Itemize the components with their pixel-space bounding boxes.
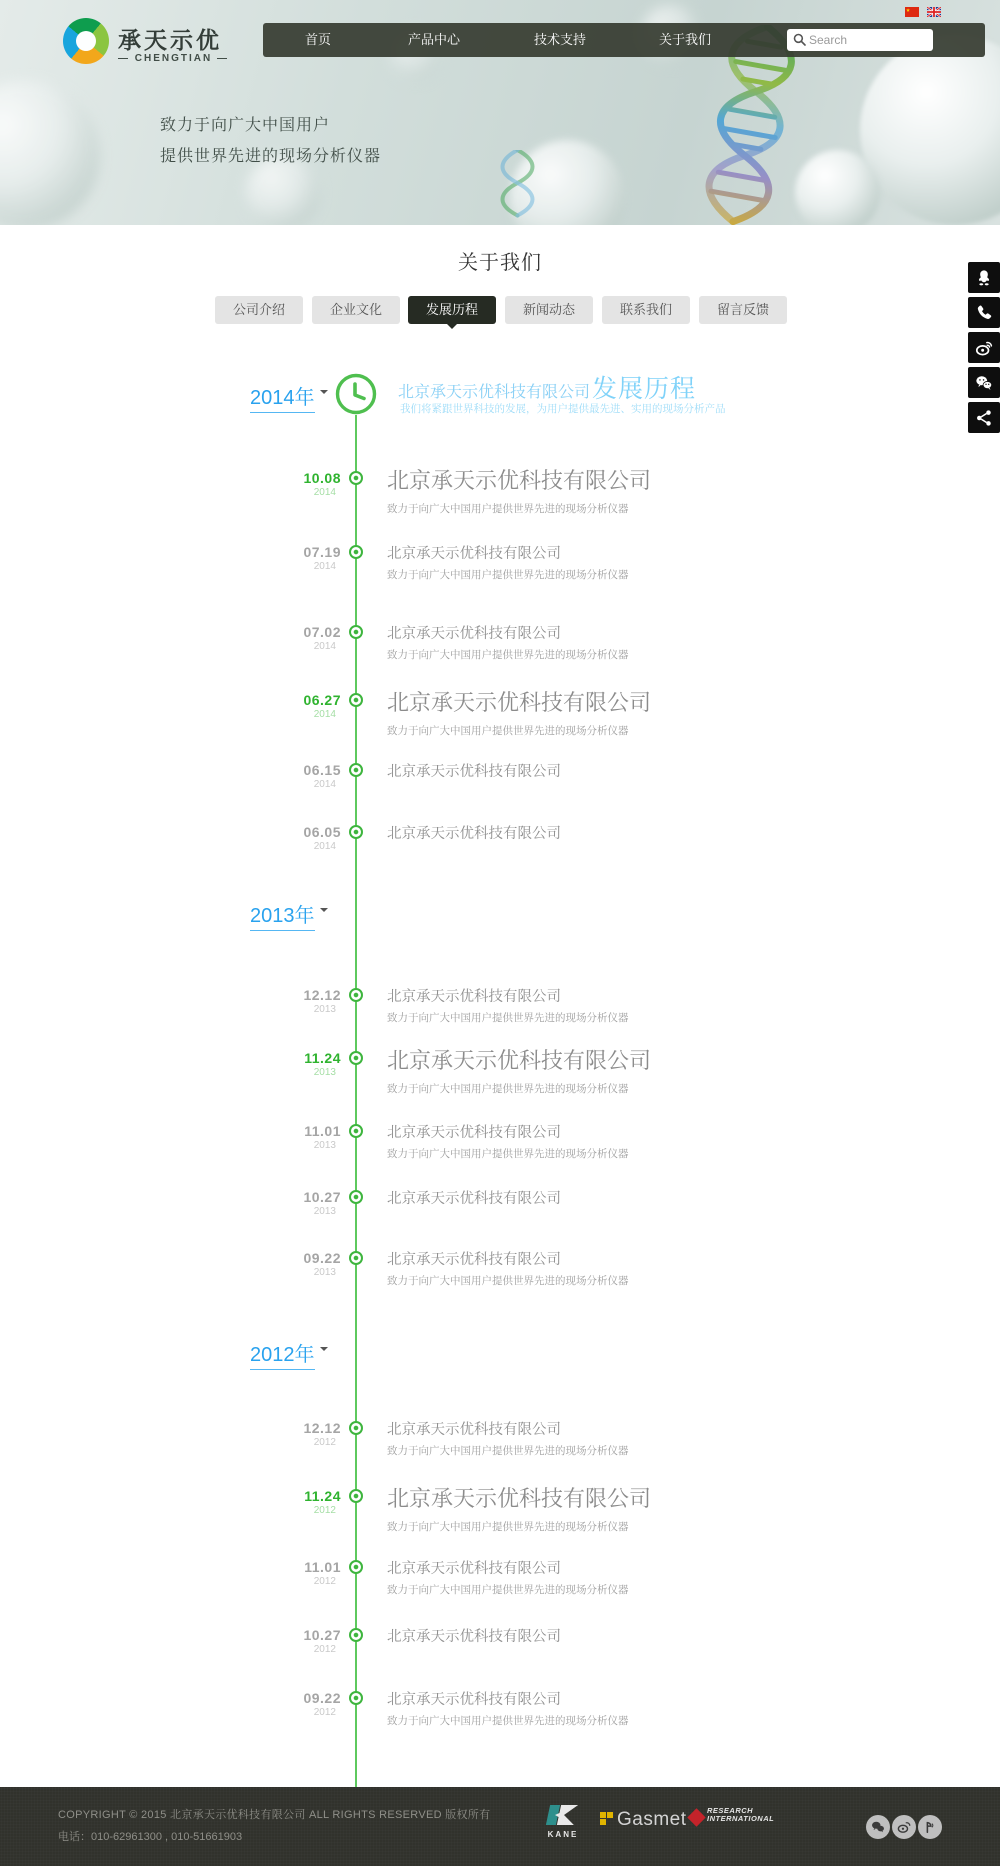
weibo-icon xyxy=(975,339,993,357)
timeline-node-icon xyxy=(349,471,363,485)
entry-date: 06.27 xyxy=(303,692,341,708)
tab-development[interactable]: 发展历程 xyxy=(408,296,496,324)
hero-line2: 提供世界先进的现场分析仪器 xyxy=(160,148,382,165)
qq-icon xyxy=(975,269,993,287)
timeline-node-icon xyxy=(349,988,363,1002)
entry-year: 2014 xyxy=(313,641,336,652)
entry-title[interactable]: 北京承天示优科技有限公司 xyxy=(387,826,561,842)
wechat-icon xyxy=(975,374,993,392)
research-logo-icon xyxy=(687,1808,705,1826)
entry-date: 09.22 xyxy=(303,1690,341,1706)
entry-title[interactable]: 北京承天示优科技有限公司 xyxy=(387,989,561,1005)
hero-banner xyxy=(0,0,1000,225)
entry-date: 11.24 xyxy=(304,1050,341,1066)
entry-date: 12.12 xyxy=(303,1420,341,1436)
footer xyxy=(0,1787,1000,1866)
timeline-node-icon xyxy=(349,693,363,707)
search-box xyxy=(787,29,933,51)
brand-latin: — CHENGTIAN — xyxy=(118,53,229,64)
entry-date: 10.08 xyxy=(303,470,341,486)
entry-year: 2014 xyxy=(313,561,336,572)
entry-subtitle: 致力于向广大中国用户提供世界先进的现场分析仪器 xyxy=(387,1275,629,1287)
main-nav xyxy=(263,23,985,57)
entry-subtitle: 致力于向广大中国用户提供世界先进的现场分析仪器 xyxy=(387,1012,629,1024)
partner-logo-research-international[interactable] xyxy=(690,1807,774,1823)
share-icon xyxy=(975,409,993,427)
entry-title[interactable]: 北京承天示优科技有限公司 xyxy=(387,468,652,493)
entry-title[interactable]: 北京承天示优科技有限公司 xyxy=(387,1048,652,1073)
tab-culture[interactable]: 企业文化 xyxy=(312,296,400,324)
entry-title[interactable]: 北京承天示优科技有限公司 xyxy=(387,1191,561,1207)
wechat-icon xyxy=(871,1820,885,1834)
weibo-icon xyxy=(897,1820,911,1834)
timeline-node-icon xyxy=(349,625,363,639)
entry-year: 2012 xyxy=(313,1505,336,1516)
entry-subtitle: 致力于向广大中国用户提供世界先进的现场分析仪器 xyxy=(387,1521,629,1533)
wechat-button[interactable] xyxy=(968,367,1000,398)
hero-text xyxy=(160,110,381,172)
caret-down-icon xyxy=(320,1347,328,1355)
entry-year: 2013 xyxy=(313,1267,336,1278)
footer-phone: 电话：010-62961300 , 010-51661903 xyxy=(58,1831,243,1843)
entry-title[interactable]: 北京承天示优科技有限公司 xyxy=(387,1486,652,1511)
entry-subtitle: 致力于向广大中国用户提供世界先进的现场分析仪器 xyxy=(387,1445,629,1457)
search-input[interactable] xyxy=(809,29,929,51)
kane-logo-icon xyxy=(546,1803,580,1827)
uk-flag-icon[interactable] xyxy=(927,7,941,17)
development-tagline: 我们将紧跟世界科技的发展，为用户提供最先进、实用的现场分析产品 xyxy=(400,403,726,415)
development-company: 北京承天示优科技有限公司 xyxy=(398,384,591,401)
partner-logo-gasmet[interactable] xyxy=(600,1809,687,1831)
entry-year: 2014 xyxy=(313,487,336,498)
development-heading xyxy=(398,369,696,405)
entry-date: 11.24 xyxy=(304,1488,341,1504)
brand-logo[interactable] xyxy=(63,16,233,68)
entry-year: 2014 xyxy=(313,709,336,720)
timeline-node-icon xyxy=(349,763,363,777)
entry-subtitle: 致力于向广大中国用户提供世界先进的现场分析仪器 xyxy=(387,1083,629,1095)
year-label: 2014年 xyxy=(250,387,315,409)
timeline-node-icon xyxy=(349,1124,363,1138)
footer-copyright: COPYRIGHT © 2015 北京承天示优科技有限公司 ALL RIGHTS RESERVED 版权所有 xyxy=(58,1809,491,1821)
footer-weibo-button[interactable] xyxy=(892,1815,916,1839)
nav-item-support[interactable]: 技术支持 xyxy=(533,32,586,47)
timeline-node-icon xyxy=(349,1628,363,1642)
entry-year: 2012 xyxy=(313,1707,336,1718)
entry-subtitle: 致力于向广大中国用户提供世界先进的现场分析仪器 xyxy=(387,503,629,515)
timeline-node-icon xyxy=(349,1190,363,1204)
timeline-node-icon xyxy=(349,1251,363,1265)
research-logo-line2: INTERNATIONAL xyxy=(707,1814,775,1823)
timeline-node-icon xyxy=(349,545,363,559)
entry-year: 2012 xyxy=(313,1644,336,1655)
clock-icon xyxy=(335,373,377,415)
timeline-node-icon xyxy=(349,1489,363,1503)
entry-title[interactable]: 北京承天示优科技有限公司 xyxy=(387,1692,561,1708)
nav-item-home[interactable]: 首页 xyxy=(304,32,331,47)
entry-title[interactable]: 北京承天示优科技有限公司 xyxy=(387,546,561,562)
entry-date: 06.15 xyxy=(303,762,341,778)
footer-wechat-button[interactable] xyxy=(866,1815,890,1839)
entry-subtitle: 致力于向广大中国用户提供世界先进的现场分析仪器 xyxy=(387,1715,629,1727)
weibo-button[interactable] xyxy=(968,332,1000,363)
brand-name: 承天示优 xyxy=(118,27,222,53)
footer-broadcast-button[interactable] xyxy=(918,1815,942,1839)
timeline-node-icon xyxy=(349,1051,363,1065)
timeline-node-icon xyxy=(349,1691,363,1705)
entry-date: 12.12 xyxy=(303,987,341,1003)
dna-helix-decoration-small xyxy=(470,150,565,225)
brand-logo-icon xyxy=(63,18,109,64)
entry-title[interactable]: 北京承天示优科技有限公司 xyxy=(387,626,561,642)
caret-down-icon xyxy=(320,390,328,398)
qq-button[interactable] xyxy=(968,262,1000,293)
entry-date: 10.27 xyxy=(303,1189,341,1205)
year-label: 2012年 xyxy=(250,1344,315,1366)
entry-title[interactable]: 北京承天示优科技有限公司 xyxy=(387,1252,561,1268)
search-icon xyxy=(793,33,806,46)
phone-button[interactable] xyxy=(968,297,1000,328)
entry-subtitle: 致力于向广大中国用户提供世界先进的现场分析仪器 xyxy=(387,1584,629,1596)
entry-date: 07.02 xyxy=(303,624,341,640)
china-flag-icon[interactable] xyxy=(905,7,919,17)
entry-year: 2014 xyxy=(313,779,336,790)
entry-date: 07.19 xyxy=(303,544,341,560)
gasmet-logo-icon xyxy=(600,1812,613,1825)
entry-title[interactable]: 北京承天示优科技有限公司 xyxy=(387,1561,561,1577)
hero-line1: 致力于向广大中国用户 xyxy=(160,117,331,134)
tab-news[interactable]: 新闻动态 xyxy=(505,296,593,324)
year-label: 2013年 xyxy=(250,905,315,927)
phone-icon xyxy=(975,304,993,322)
entry-title[interactable]: 北京承天示优科技有限公司 xyxy=(387,764,561,780)
entry-title[interactable]: 北京承天示优科技有限公司 xyxy=(387,690,652,715)
partner-logo-kane[interactable] xyxy=(545,1803,581,1839)
entry-year: 2012 xyxy=(313,1437,336,1448)
kane-logo-text: KANE xyxy=(547,1830,579,1839)
nav-item-products[interactable]: 产品中心 xyxy=(407,32,460,47)
broadcast-icon xyxy=(923,1820,937,1834)
entry-date: 11.01 xyxy=(304,1123,341,1139)
timeline-node-icon xyxy=(349,1421,363,1435)
entry-subtitle: 致力于向广大中国用户提供世界先进的现场分析仪器 xyxy=(387,649,629,661)
entry-year: 2013 xyxy=(313,1004,336,1015)
gasmet-logo-text: Gasmet xyxy=(617,1809,687,1830)
entry-year: 2014 xyxy=(313,841,336,852)
entry-year: 2012 xyxy=(313,1576,336,1587)
entry-year: 2013 xyxy=(313,1140,336,1151)
entry-year: 2013 xyxy=(313,1206,336,1217)
year-link-2014[interactable] xyxy=(250,381,315,413)
timeline-node-icon xyxy=(349,825,363,839)
research-logo-line1: RESEARCH xyxy=(707,1806,754,1815)
entry-subtitle: 致力于向广大中国用户提供世界先进的现场分析仪器 xyxy=(387,725,629,737)
development-headline: 发展历程 xyxy=(592,375,697,403)
entry-date: 06.05 xyxy=(303,824,341,840)
entry-title[interactable]: 北京承天示优科技有限公司 xyxy=(387,1125,561,1141)
entry-year: 2013 xyxy=(313,1067,336,1078)
timeline-line xyxy=(355,414,357,1787)
year-link-2013[interactable] xyxy=(250,899,315,931)
tab-company-intro[interactable]: 公司介绍 xyxy=(215,296,303,324)
share-button[interactable] xyxy=(968,402,1000,433)
tab-contact[interactable]: 联系我们 xyxy=(602,296,690,324)
entry-subtitle: 致力于向广大中国用户提供世界先进的现场分析仪器 xyxy=(387,1148,629,1160)
timeline-node-icon xyxy=(349,1560,363,1574)
entry-title[interactable]: 北京承天示优科技有限公司 xyxy=(387,1422,561,1438)
year-link-2012[interactable] xyxy=(250,1338,315,1370)
entry-subtitle: 致力于向广大中国用户提供世界先进的现场分析仪器 xyxy=(387,569,629,581)
page-title: 关于我们 xyxy=(458,252,542,274)
entry-title[interactable]: 北京承天示优科技有限公司 xyxy=(387,1629,561,1645)
entry-date: 11.01 xyxy=(304,1559,341,1575)
entry-date: 09.22 xyxy=(303,1250,341,1266)
caret-down-icon xyxy=(320,908,328,916)
entry-date: 10.27 xyxy=(303,1627,341,1643)
nav-item-about[interactable]: 关于我们 xyxy=(658,32,711,47)
tab-feedback[interactable]: 留言反馈 xyxy=(699,296,787,324)
